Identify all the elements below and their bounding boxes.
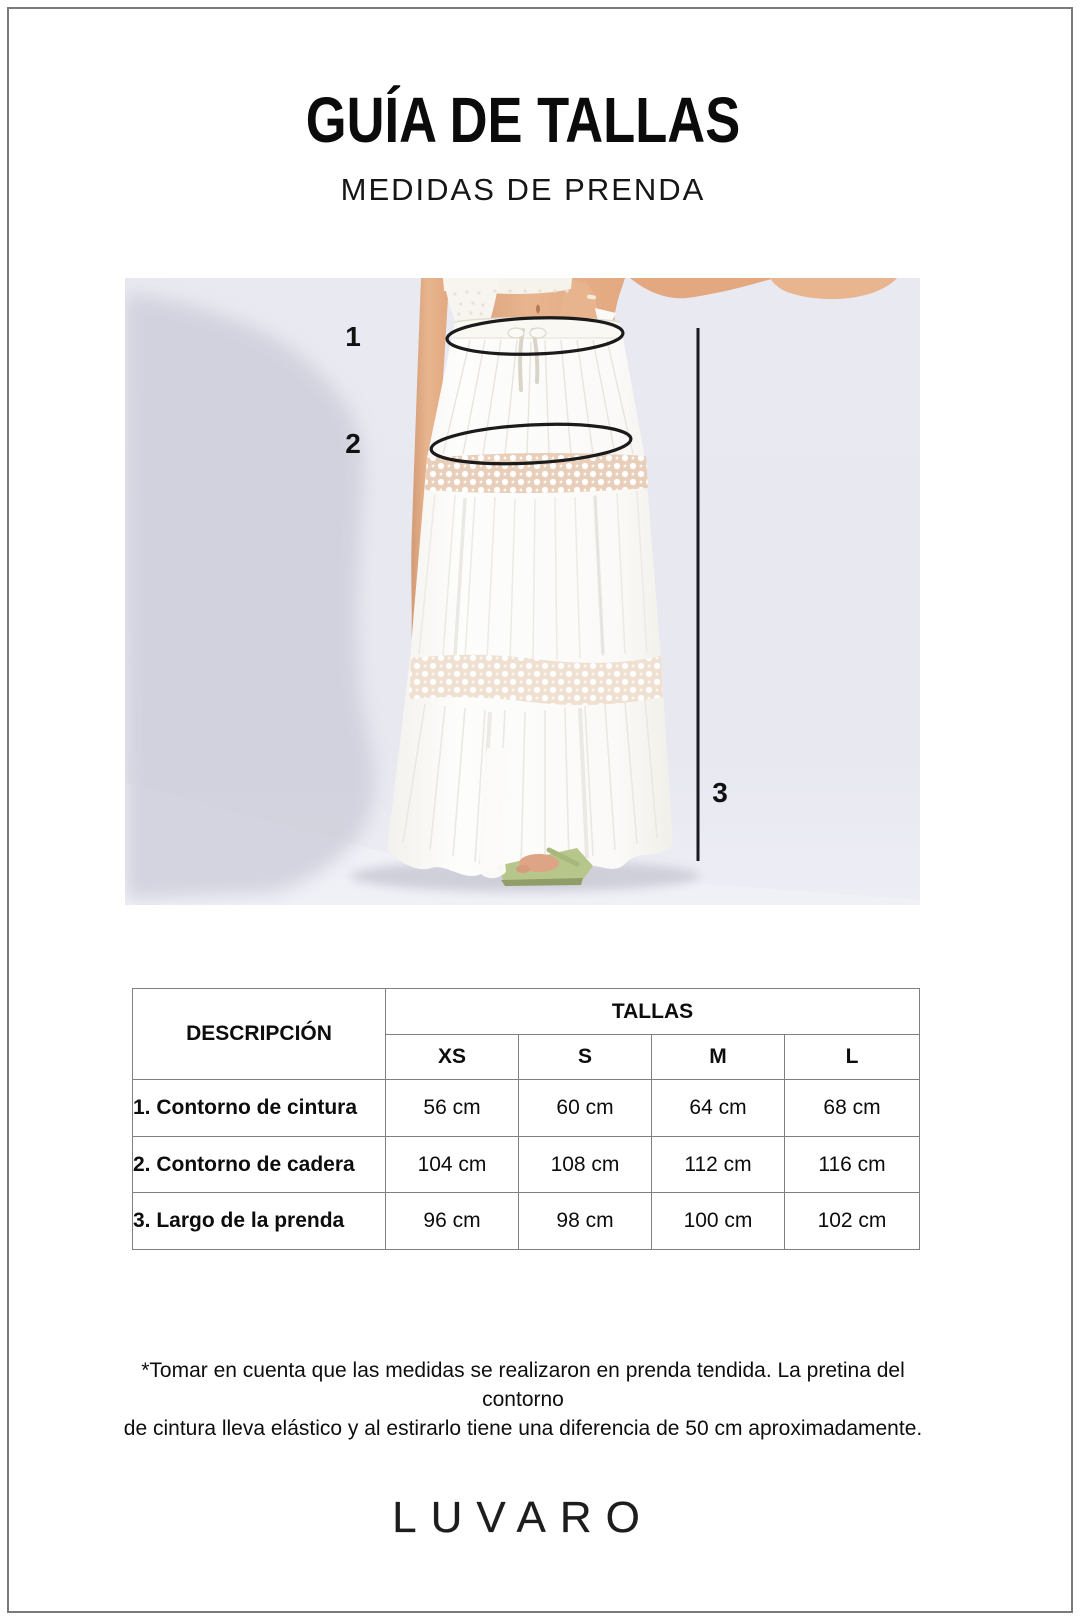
page-title: GUÍA DE TALLAS [305,84,741,156]
size-column-m: M [652,1035,785,1080]
hip-xs: 104 cm [386,1137,519,1193]
size-column-l: L [785,1035,920,1080]
waist-m: 64 cm [652,1080,785,1137]
footnote-line-1: *Tomar en cuenta que las medidas se realizaron en prenda tendida. La pretina del contorno [141,1359,905,1411]
waist-l: 68 cm [785,1080,920,1137]
hip-l: 116 cm [785,1137,920,1193]
length-xs: 96 cm [386,1193,519,1250]
waist-xs: 56 cm [386,1080,519,1137]
size-column-xs: XS [386,1035,519,1080]
table-header-sizes: TALLAS [386,989,920,1035]
measurement-footnote [103,1356,943,1443]
brand-logo: LUVARO [392,1493,654,1542]
waist-s: 60 cm [519,1080,652,1137]
garment-photo [125,278,920,905]
garment-illustration [125,278,920,905]
size-column-s: S [519,1035,652,1080]
footnote-line-2: de cintura lleva elástico y al estirarlo tiene una diferencia de 50 cm aproximadamente. [123,1417,923,1440]
table-header-description: DESCRIPCIÓN [133,989,386,1080]
row-label-waist: 1. Contorno de cintura [133,1080,386,1137]
annotation-label-3: 3 [712,777,728,808]
table-row [133,1193,920,1250]
navel [536,305,540,314]
annotation-label-1: 1 [345,321,361,352]
length-s: 98 cm [519,1193,652,1250]
annotation-label-2: 2 [345,428,361,459]
row-label-length: 3. Largo de la prenda [133,1193,386,1250]
length-l: 102 cm [785,1193,920,1250]
length-m: 100 cm [652,1193,785,1250]
table-row [133,1137,920,1193]
hip-s: 108 cm [519,1137,652,1193]
page-subtitle: MEDIDAS DE PRENDA [340,172,706,207]
hip-m: 112 cm [652,1137,785,1193]
size-table [132,988,920,1250]
table-row [133,1080,920,1137]
row-label-hip: 2. Contorno de cadera [133,1137,386,1193]
